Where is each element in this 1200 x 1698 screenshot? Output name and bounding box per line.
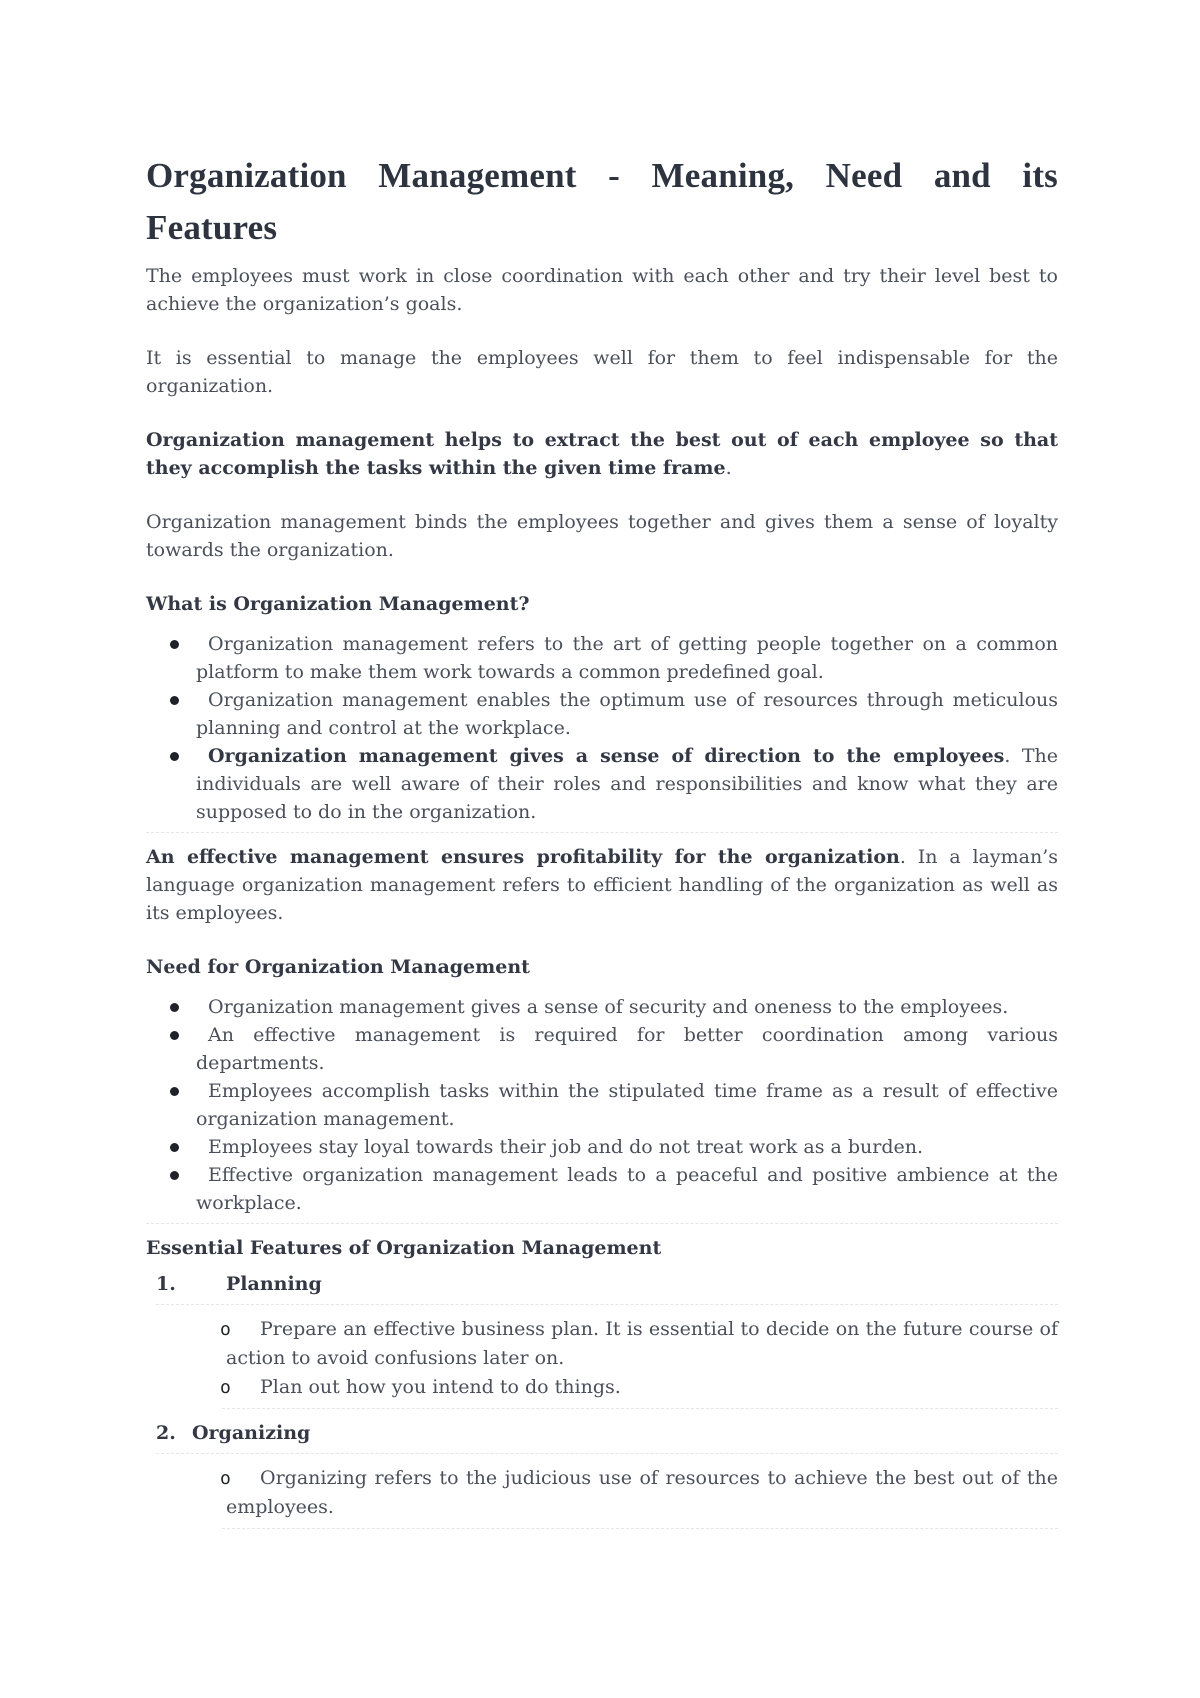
bullet-icon — [170, 1143, 179, 1152]
feature-number: 1. — [156, 1273, 176, 1295]
list-item: o Plan out how you intend to do things. — [146, 1373, 1058, 1402]
feature-label: Organizing — [192, 1422, 311, 1444]
bullet-icon — [170, 696, 179, 705]
bullet-icon — [170, 640, 179, 649]
effective-paragraph — [146, 843, 1058, 927]
circle-bullet-icon: o — [220, 1468, 231, 1489]
divider — [222, 1408, 1058, 1409]
loyalty-paragraph: Organization management binds the employees together and gives them a sense of loyalty towards the organization. — [146, 511, 1058, 561]
need-bullet-list — [146, 993, 1058, 1217]
bold-paragraph-emphasis: Organization management helps to extract the best out of each employee so that they accomplish the tasks within the given time frame — [146, 429, 1058, 479]
divider — [146, 1223, 1058, 1224]
intro-paragraph-2: It is essential to manage the employees well for them to feel indispensable for the organization. — [146, 347, 1058, 397]
section-heading-what-is: What is Organization Management? — [146, 593, 530, 615]
list-item: Organization management gives a sense of direction to the employees. The individuals are well aware of their roles and responsibilities and know what they are supposed to do in the organization. — [146, 742, 1058, 826]
effective-paragraph-rest: . In a layman’s language organization management refers to efficient handling of the organization as well as its employees. — [146, 846, 1058, 924]
list-item: o Prepare an effective business plan. It is essential to decide on the future course of action to avoid confusions later on. — [146, 1315, 1058, 1373]
organizing-sub-list — [146, 1464, 1058, 1522]
bold-paragraph-rest: . — [725, 457, 732, 479]
section-heading-need: Need for Organization Management — [146, 956, 530, 978]
list-item: Organization management enables the optimum use of resources through meticulous planning and control at the workplace. — [146, 686, 1058, 742]
bullet-icon — [170, 1087, 179, 1096]
effective-paragraph-emphasis: An effective management ensures profitability for the organization — [146, 846, 900, 868]
section-heading-features: Essential Features of Organization Management — [146, 1237, 662, 1259]
bullet-icon — [170, 1031, 179, 1040]
list-item: An effective management is required for better coordination among various departments. — [146, 1021, 1058, 1077]
bullet-icon — [170, 752, 179, 761]
feature-item-planning — [156, 1270, 1058, 1298]
divider — [156, 1453, 1058, 1454]
list-item: o Organizing refers to the judicious use of resources to achieve the best out of the employees. — [146, 1464, 1058, 1522]
list-item: Effective organization management leads to a peaceful and positive ambience at the workplace. — [146, 1161, 1058, 1217]
bold-paragraph — [146, 426, 1058, 482]
intro-paragraph-1: The employees must work in close coordination with each other and try their level best to achieve the organization’s goals. — [146, 265, 1058, 315]
circle-bullet-icon: o — [220, 1377, 231, 1398]
circle-bullet-icon: o — [220, 1319, 231, 1340]
bullet-icon — [170, 1003, 179, 1012]
feature-item-organizing — [156, 1419, 1058, 1447]
list-item: Organization management refers to the art of getting people together on a common platform to make them work towards a common predefined goal. — [146, 630, 1058, 686]
feature-number: 2. — [156, 1422, 176, 1444]
divider — [156, 1304, 1058, 1305]
divider — [146, 832, 1058, 833]
what-is-bullet-list — [146, 630, 1058, 826]
feature-label: Planning — [226, 1273, 322, 1295]
planning-sub-list — [146, 1315, 1058, 1402]
divider — [222, 1528, 1058, 1529]
bullet-icon — [170, 1171, 179, 1180]
list-item: Employees stay loyal towards their job and do not treat work as a burden. — [146, 1133, 1058, 1161]
list-item: Employees accomplish tasks within the stipulated time frame as a result of effective organization management. — [146, 1077, 1058, 1133]
page-title: Organization Management - Meaning, Need and its Features — [146, 156, 1058, 247]
list-item: Organization management gives a sense of security and oneness to the employees. — [146, 993, 1058, 1021]
